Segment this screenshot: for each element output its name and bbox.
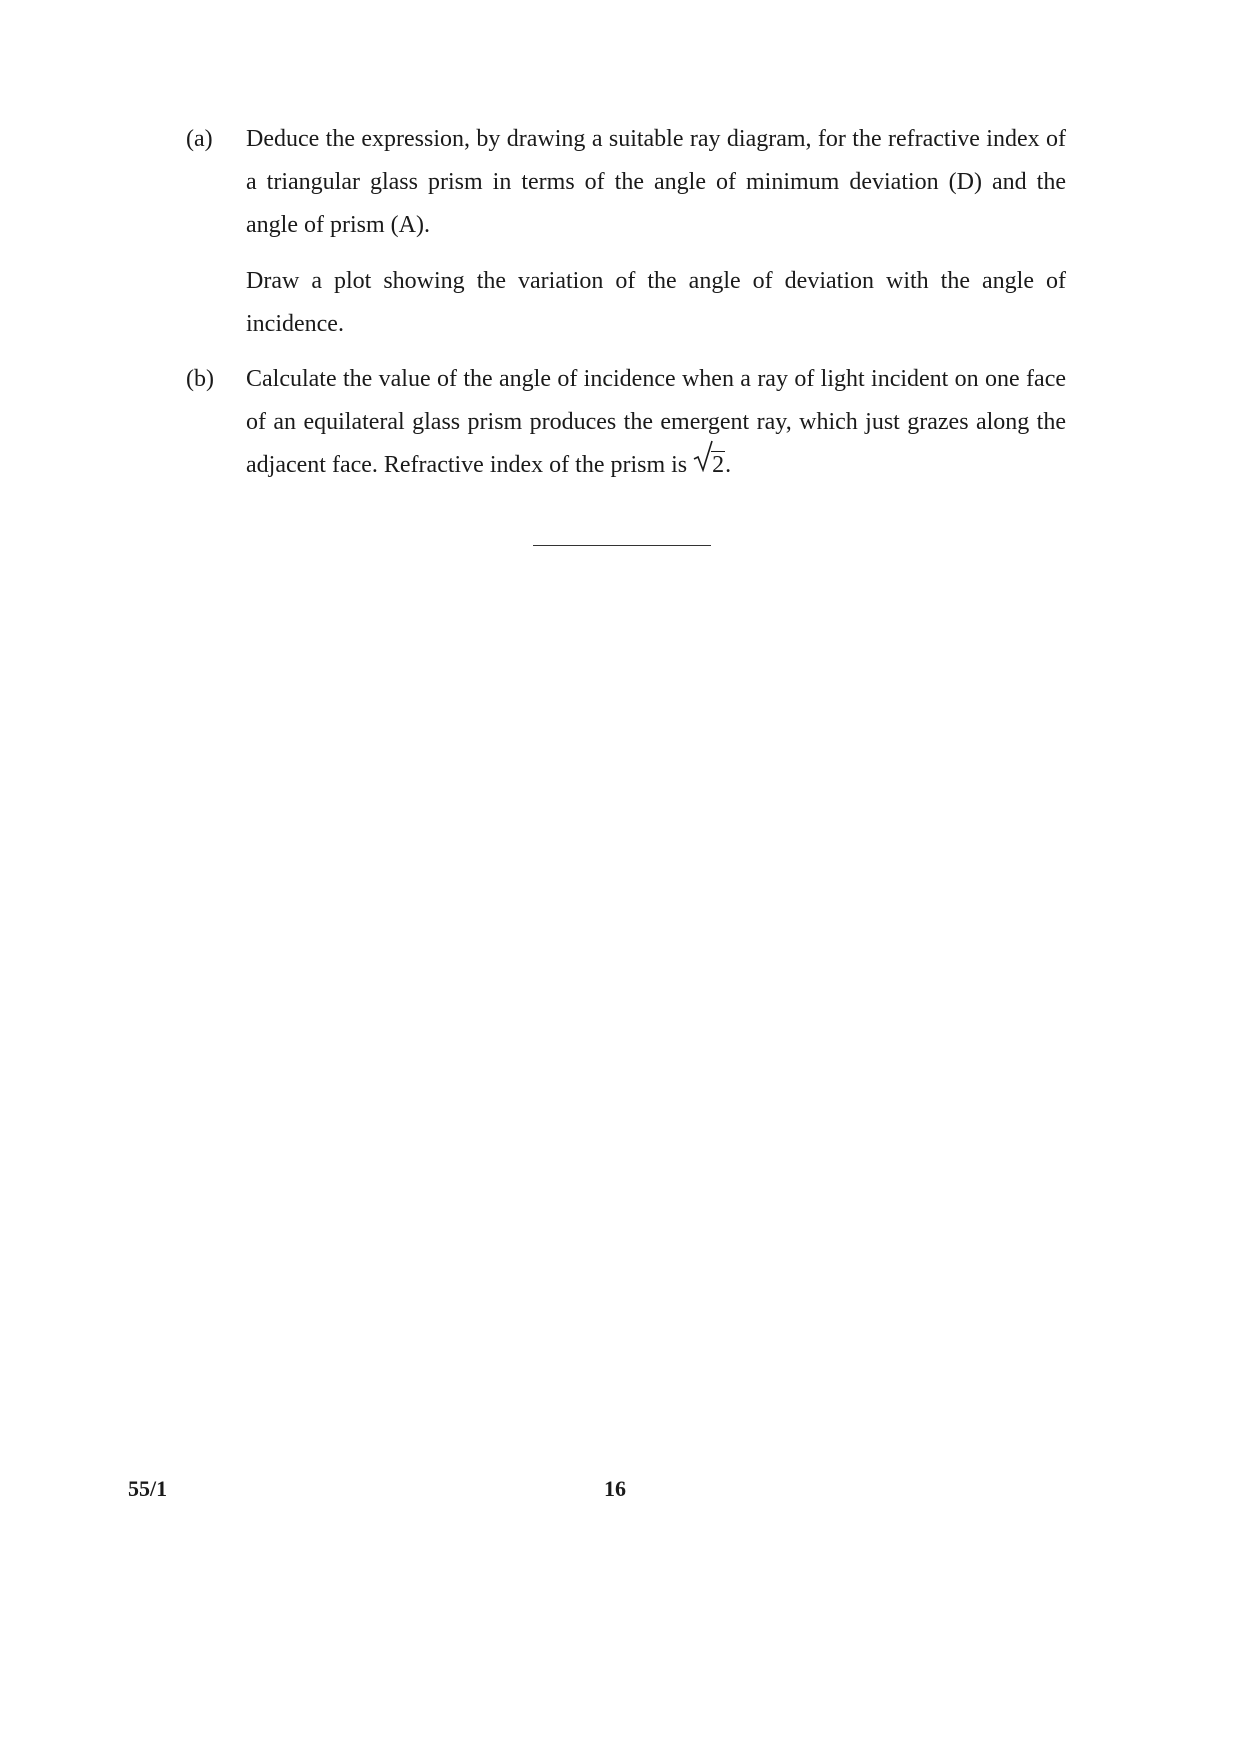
part-a-paragraph-2: Draw a plot showing the variation of the angle of deviation with the angle of incidence. bbox=[246, 268, 1066, 337]
part-b-label: (b) bbox=[186, 366, 214, 392]
question-part-b bbox=[186, 358, 1066, 487]
radical-sign-icon bbox=[693, 440, 713, 472]
part-a-label: (a) bbox=[186, 126, 213, 152]
square-root-expression bbox=[693, 444, 725, 487]
page-number: 16 bbox=[604, 1476, 626, 1501]
end-of-question-rule bbox=[533, 545, 711, 546]
part-a-paragraph-1: Deduce the expression, by drawing a suitable ray diagram, for the refractive index of a triangular glass prism in terms of the angle of minimum deviation (D) and the angle of prism (A). bbox=[246, 126, 1066, 238]
part-a-body bbox=[246, 118, 1066, 346]
radicand: 2 bbox=[712, 452, 725, 478]
question-part-a bbox=[186, 118, 1066, 346]
part-b-paragraph bbox=[246, 358, 1066, 487]
part-b-body bbox=[246, 358, 1066, 487]
paper-code: 55/1 bbox=[128, 1476, 168, 1501]
part-b-end-punctuation: . bbox=[725, 452, 732, 478]
part-b-text: Calculate the value of the angle of incidence when a ray of light incident on one face of an equilateral glass prism produces the emergent ray, which just grazes along the adjacent face. Refractive index of the prism is bbox=[246, 366, 1066, 478]
